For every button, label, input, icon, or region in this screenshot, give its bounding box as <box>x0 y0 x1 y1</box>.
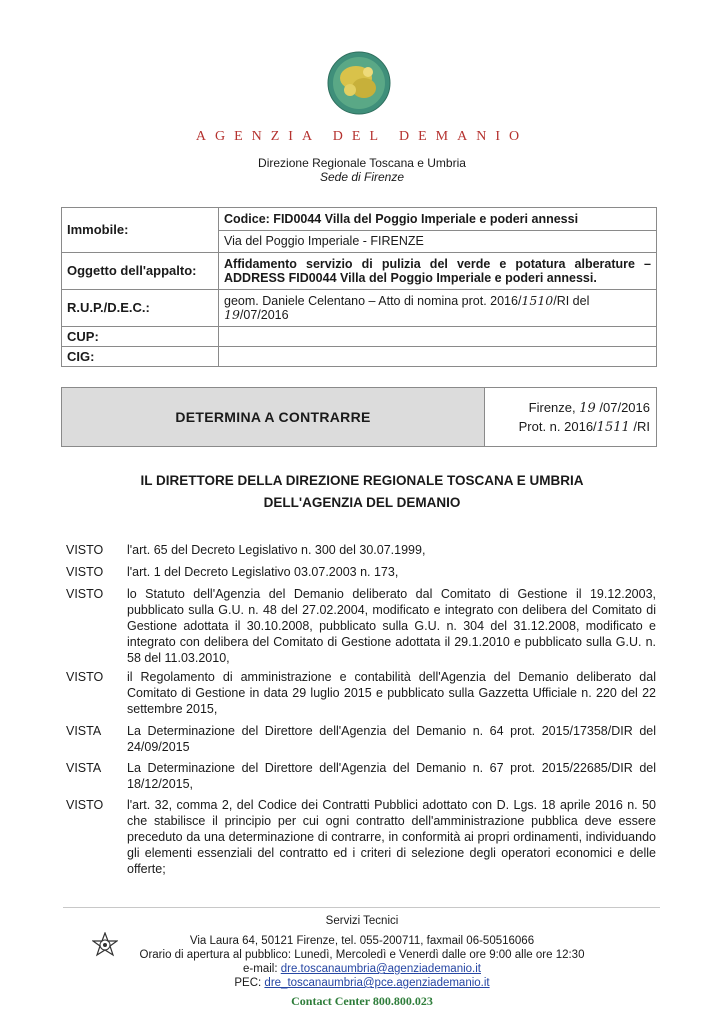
contact-center: Contact Center 800.800.023 <box>291 994 433 1008</box>
immobile-code: Codice: FID0044 Villa del Poggio Imperiale e poderi annessi <box>219 208 657 231</box>
prot-prefix: Prot. n. 2016/ <box>518 419 597 434</box>
premise-text: lo Statuto dell'Agenzia del Demanio deliberato dal Comitato di Gestione il 19.12.2003, pubblicato sulla G.U. n. 48 del 27.02.2004, modificato e integrato con delibera del Comitato di Gestione adottata il 30.10.2008, pubblicato sulla G.U. n. 304 del 31.12.2008, modificato e integrato con delibera del Comitato di Gestione adottata il 29.1.2010 e pubblicato sulla G.U. n. 58 del 11.03.2010, <box>127 587 656 665</box>
oggetto-value: Affidamento servizio di pulizia del verde e potatura alberature – ADDRESS FID0044 Villa del Poggio Imperiale e poderi annessi. <box>219 253 657 290</box>
determina-box <box>61 387 657 447</box>
cup-label: CUP: <box>62 327 219 347</box>
cup-value <box>219 327 657 347</box>
determina-date-prot <box>485 388 656 446</box>
agency-logo-icon <box>326 50 392 116</box>
premise-keyword: VISTO <box>66 798 104 812</box>
office-seat: Sede di Firenze <box>319 170 405 184</box>
footer-address: Via Laura 64, 50121 Firenze, tel. 055-200711, faxmail 06-50516066 <box>189 935 535 947</box>
cig-value <box>219 347 657 367</box>
premise-keyword: VISTO <box>66 670 104 684</box>
contract-info-table <box>61 207 657 367</box>
rup-text-end: /07/2016 <box>239 308 289 322</box>
date-prefix: Firenze, <box>528 400 580 415</box>
premise-text: La Determinazione del Direttore dell'Agenzia del Demanio n. 67 prot. 2015/22685/DIR del 18/12/2015, <box>127 761 656 791</box>
footer-divider <box>63 907 660 908</box>
agency-name: AGENZIA DEL DEMANIO <box>195 129 529 144</box>
email-link[interactable]: dre.toscanaumbria@agenziademanio.it <box>280 963 481 975</box>
premise-text: La Determinazione del Direttore dell'Agenzia del Demanio n. 64 prot. 2015/17358/DIR del 24/09/2015 <box>127 724 656 754</box>
determina-title: DETERMINA A CONTRARRE <box>62 388 485 446</box>
regional-direction: Direzione Regionale Toscana e Umbria <box>258 156 466 170</box>
footer-pec-line <box>0 976 724 990</box>
email-label: e-mail: <box>243 963 281 975</box>
determina-date <box>485 399 650 418</box>
premise-text: l'art. 32, comma 2, del Codice dei Contratti Pubblici adottato con D. Lgs. 18 aprile 2016 n. 50 che stabilisce il principio per cui ogni contratto dell'amministrazione pubblica deve essere preceduto da una determinazione di contrarre, in conformità ai propri ordinamenti, individuando gli elementi essenziali del contratto ed i criteri di selezione degli operatori economici e delle offerte; <box>127 798 656 876</box>
premise-keyword: VISTO <box>66 565 104 579</box>
rup-value <box>219 290 657 327</box>
director-heading-line1: IL DIRETTORE DELLA DIREZIONE REGIONALE TOSCANA E UMBRIA <box>140 473 584 488</box>
handwritten-prot: 1511 <box>596 420 630 435</box>
oggetto-label: Oggetto dell'appalto: <box>62 253 219 290</box>
pec-label: PEC: <box>234 977 265 989</box>
immobile-address: Via del Poggio Imperiale - FIRENZE <box>219 230 657 253</box>
rup-label: R.U.P./D.E.C.: <box>62 290 219 327</box>
director-heading-line2: DELL'AGENZIA DEL DEMANIO <box>263 495 461 510</box>
rup-handwritten-prot: 1510 <box>521 293 554 308</box>
footer-department: Servizi Tecnici <box>325 915 399 927</box>
footer-hours: Orario di apertura al pubblico: Lunedì, Mercoledì e Venerdì dalle ore 9:00 alle ore 12:30 <box>139 949 585 961</box>
premise-text: l'art. 1 del Decreto Legislativo 03.07.2003 n. 173, <box>127 565 399 579</box>
date-suffix: /07/2016 <box>595 400 650 415</box>
determina-prot <box>485 418 650 437</box>
prot-suffix: /RI <box>629 419 650 434</box>
premise-text: il Regolamento di amministrazione e contabilità dell'Agenzia del Demanio deliberato dal Comitato di Gestione in data 29 luglio 2015 e pubblicato sulla Gazzetta Ufficiale n. 220 del 22 settembre 2015, <box>127 670 656 716</box>
handwritten-day: 19 <box>579 401 596 416</box>
footer-email-line <box>0 962 724 976</box>
premise-keyword: VISTA <box>66 761 102 775</box>
premise-keyword: VISTO <box>66 587 104 601</box>
rup-text-mid: /RI del <box>553 294 590 308</box>
cig-label: CIG: <box>62 347 219 367</box>
rup-handwritten-day: 19 <box>224 307 240 322</box>
rup-text-start: geom. Daniele Celentano – Atto di nomina prot. 2016/ <box>224 294 522 308</box>
immobile-label: Immobile: <box>62 208 219 253</box>
premise-keyword: VISTO <box>66 543 104 557</box>
premise-keyword: VISTA <box>66 724 102 738</box>
pec-link[interactable]: dre_toscanaumbria@pce.agenziademanio.it <box>264 977 490 989</box>
premise-text: l'art. 65 del Decreto Legislativo n. 300 del 30.07.1999, <box>127 543 426 557</box>
